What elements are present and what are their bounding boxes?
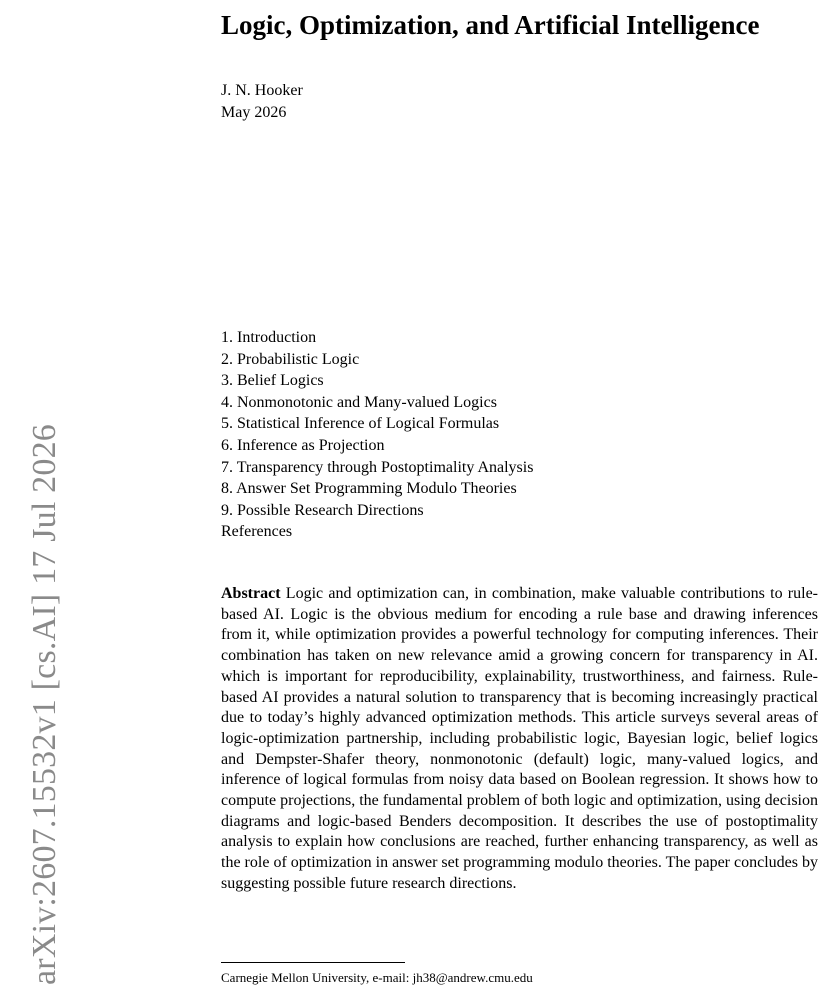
arxiv-identifier: arXiv:2607.15532v1 [cs.AI] 17 Jul 2026 <box>26 424 63 985</box>
author-affiliation-footnote: Carnegie Mellon University, e-mail: jh38@andrew.cmu.edu <box>221 970 533 985</box>
toc-item: 3. Belief Logics <box>221 372 324 390</box>
author-name: J. N. Hooker <box>221 82 303 99</box>
paper-title: Logic, Optimization, and Artificial Intelligence <box>221 10 760 40</box>
abstract-text: Logic and optimization can, in combination, make valuable contributions to rule-based AI. Logic is the obvious medium for encoding a rule base and drawing inferences from it, while optimization provides a powerful technology for computing inferences. Their combination has taken on new relevance amid a growing concern for transparency in AI. which is important for reproducibility, explainability, trustworthiness, and fairness. Rule-based AI provides a natural solution to transparency that is becoming increasingly practical due to today’s highly advanced optimization methods. This article surveys several areas of logic-optimization partnership, including probabilistic logic, Bayesian logic, belief logics and Dempster-Shafer theory, nonmonotonic (default) logic, many-valued logics, and inference of logical formulas from noisy data based on Boolean regression. It shows how to compute projections, the fundamental problem of both logic and optimization, using decision diagrams and logic-based Benders decomposition. It describes the use of postoptimality analysis to explain how conclusions are reached, further enhancing transparency, as well as the role of optimization in answer set programming modulo theories. The paper concludes by suggesting possible future research directions. <box>221 585 819 892</box>
toc-item: 6. Inference as Projection <box>221 436 385 454</box>
toc-item: 5. Statistical Inference of Logical Formulas <box>221 415 500 433</box>
toc-item: 1. Introduction <box>221 329 317 346</box>
abstract-paragraph <box>221 584 818 895</box>
toc-item: 4. Nonmonotonic and Many-valued Logics <box>221 393 497 411</box>
footnote-rule <box>221 962 405 963</box>
toc-item: 9. Possible Research Directions <box>221 501 424 519</box>
toc-item: References <box>221 523 293 541</box>
publication-date: May 2026 <box>221 104 287 121</box>
toc-item: 7. Transparency through Postoptimality Analysis <box>221 458 534 476</box>
toc-item: 8. Answer Set Programming Modulo Theories <box>221 480 517 498</box>
abstract-label: Abstract <box>221 585 281 602</box>
table-of-contents <box>221 327 533 543</box>
toc-item: 2. Probabilistic Logic <box>221 350 360 368</box>
